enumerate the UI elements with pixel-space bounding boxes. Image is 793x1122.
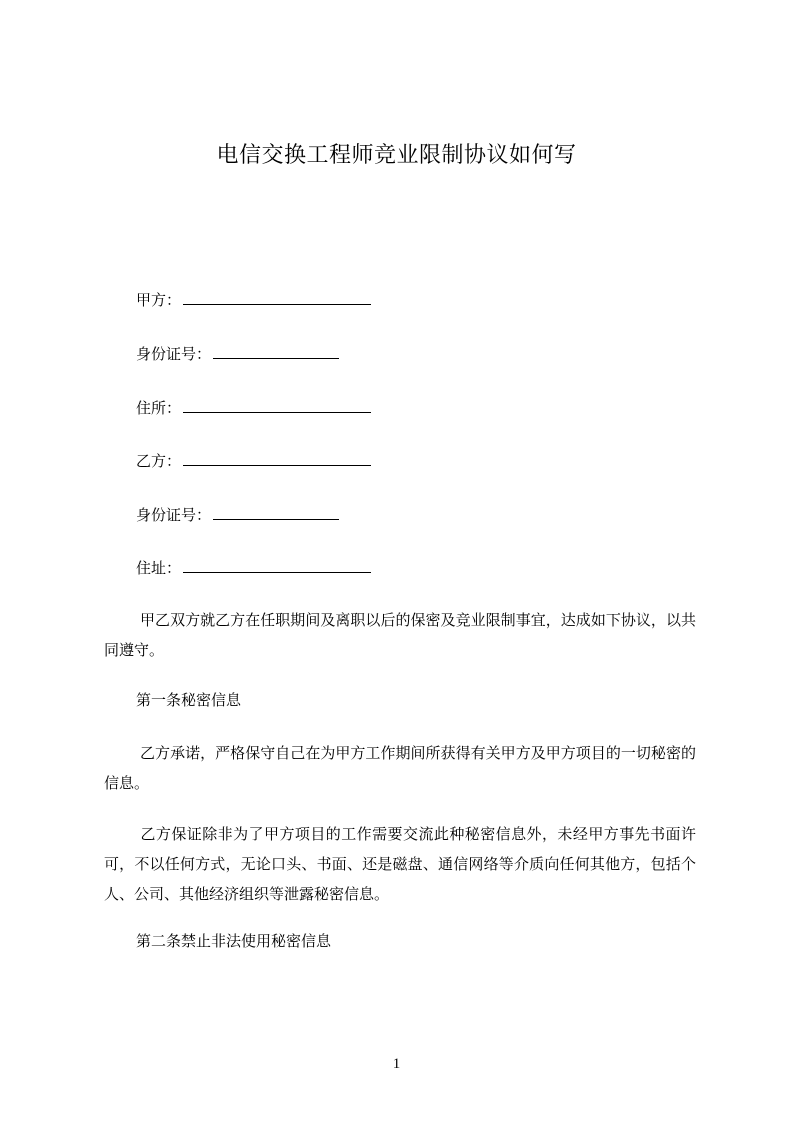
party-b-address-blank-line <box>183 558 371 573</box>
document-title: 电信交换工程师竞业限制协议如何写 <box>216 143 577 168</box>
party-b-id-label: 身份证号： <box>136 506 212 524</box>
party-a-id-blank-line <box>213 344 339 359</box>
page-number: 1 <box>392 1056 401 1072</box>
article-1-paragraph-1-text: 乙方承诺，严格保守自己在为甲方工作期间所获得有关甲方及甲方项目的一切秘密的信息。 <box>104 744 696 792</box>
party-a-residence-field <box>136 396 371 420</box>
intro-text: 甲乙双方就乙方在任职期间及离职以后的保密及竞业限制事宜，达成如下协议，以共同遵守。 <box>104 611 696 659</box>
article-1-paragraph-2 <box>104 819 696 909</box>
party-a-id-field <box>136 342 339 366</box>
party-b-blank-line <box>183 451 371 466</box>
article-2-heading: 第二条禁止非法使用秘密信息 <box>136 932 332 950</box>
article-1-paragraph-1 <box>104 738 696 798</box>
party-b-address-field <box>136 556 371 580</box>
party-a-field <box>136 288 371 312</box>
party-b-id-field <box>136 503 339 527</box>
party-b-id-blank-line <box>213 505 339 520</box>
intro-paragraph <box>104 605 696 665</box>
article-1-heading: 第一条秘密信息 <box>136 691 242 709</box>
party-b-address-label: 住址： <box>136 559 182 577</box>
party-a-blank-line <box>183 290 371 305</box>
article-1-paragraph-2-text: 乙方保证除非为了甲方项目的工作需要交流此种秘密信息外，未经甲方事先书面许可，不以任何方式，无论口头、书面、还是磁盘、通信网络等介质向任何其他方，包括个人、公司、其他经济组织等泄露秘密信息。 <box>104 825 696 903</box>
party-b-label: 乙方： <box>136 452 182 470</box>
party-a-id-label: 身份证号： <box>136 345 212 363</box>
party-a-residence-label: 住所： <box>136 399 182 417</box>
party-a-residence-blank-line <box>183 398 371 413</box>
party-b-field <box>136 449 371 473</box>
party-a-label: 甲方： <box>136 291 182 309</box>
